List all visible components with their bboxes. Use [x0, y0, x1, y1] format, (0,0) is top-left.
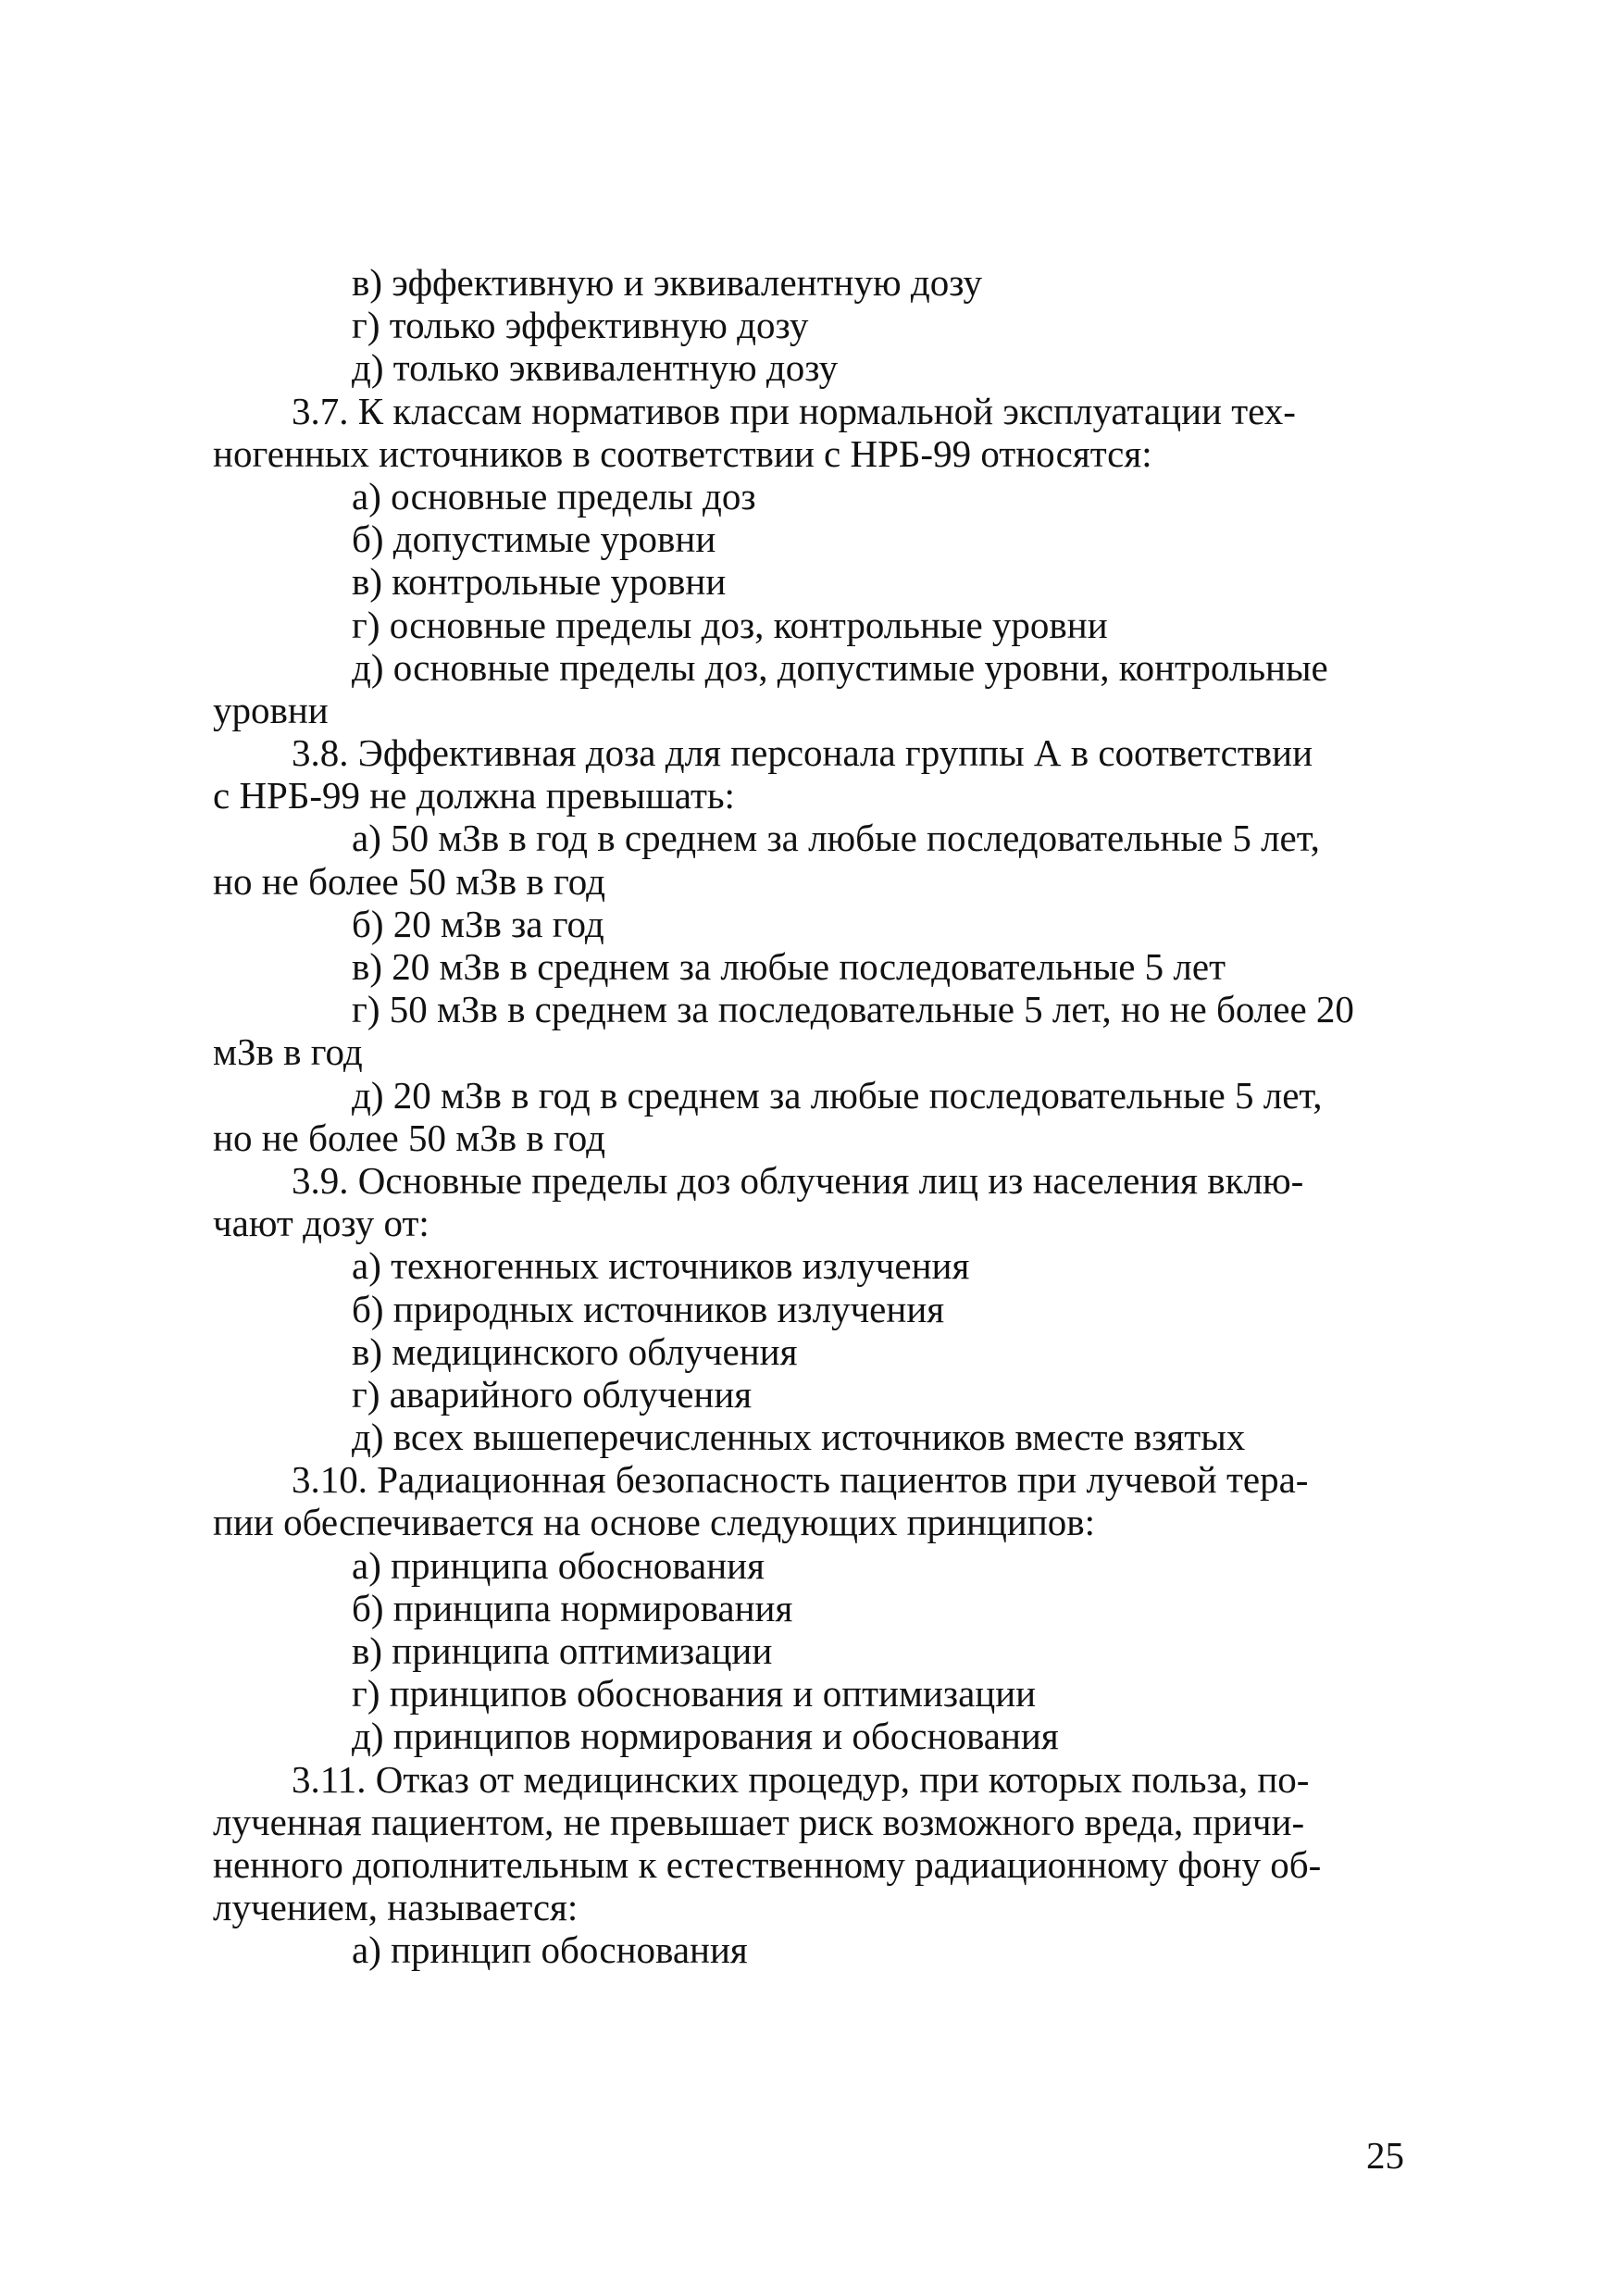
question-3-11-line: лученная пациентом, не превышает риск возможного вреда, причи- [213, 1800, 1305, 1843]
question-3-11-line: лучением, называется: [213, 1886, 579, 1929]
answer-option-continuation: уровни [213, 688, 329, 731]
page-number: 25 [1366, 2134, 1404, 2177]
answer-option: в) контрольные уровни [352, 560, 727, 604]
answer-option-continuation: мЗв в год [213, 1030, 363, 1074]
question-3-9-line: чают дозу от: [213, 1202, 429, 1245]
question-3-8-line: с НРБ-99 не должна превышать: [213, 774, 735, 817]
answer-option: а) техногенных источников излучения [352, 1244, 970, 1288]
question-3-11-line: ненного дополнительным к естественному радиационному фону об- [213, 1842, 1322, 1886]
question-3-8-line: 3.8. Эффективная доза для персонала группы А в соответствии [292, 731, 1313, 775]
answer-option: а) принципа обоснования [352, 1543, 765, 1587]
question-3-7-line: ногенных источников в соответствии с НРБ-99 относятся: [213, 431, 1152, 475]
answer-option: б) принципа нормирования [352, 1586, 793, 1629]
answer-option: д) только эквивалентную дозу [352, 346, 839, 390]
answer-option: д) основные пределы доз, допустимые уровни, контрольные [352, 645, 1328, 689]
answer-option: а) 50 мЗв в год в среднем за любые последовательные 5 лет, [352, 817, 1320, 860]
answer-option: в) эффективную и эквивалентную дозу [352, 261, 983, 304]
question-3-10-line: 3.10. Радиационная безопасность пациентов при лучевой тера- [292, 1458, 1309, 1502]
question-3-11-line: 3.11. Отказ от медицинских процедур, при которых польза, по- [292, 1757, 1310, 1801]
answer-option: а) основные пределы доз [352, 474, 756, 518]
question-3-10-line: пии обеспечивается на основе следующих принципов: [213, 1501, 1096, 1544]
answer-option: д) принципов нормирования и обоснования [352, 1715, 1059, 1758]
answer-option: в) медицинского облучения [352, 1329, 798, 1373]
answer-option-continuation: но не более 50 мЗв в год [213, 1116, 605, 1159]
answer-option: в) принципа оптимизации [352, 1629, 773, 1672]
answer-option: а) принцип обоснования [352, 1928, 748, 1972]
answer-option: г) основные пределы доз, контрольные уровни [352, 603, 1108, 646]
answer-option: б) 20 мЗв за год [352, 902, 604, 945]
answer-option: б) природных источников излучения [352, 1287, 945, 1330]
answer-option: д) 20 мЗв в год в среднем за любые последовательные 5 лет, [352, 1073, 1323, 1117]
answer-option: б) допустимые уровни [352, 518, 716, 561]
question-3-7-line: 3.7. К классам нормативов при нормальной эксплуатации тех- [292, 389, 1296, 432]
answer-option: г) только эффективную дозу [352, 304, 809, 347]
answer-option-continuation: но не более 50 мЗв в год [213, 859, 605, 903]
page-text [213, 261, 1421, 1972]
question-3-9-line: 3.9. Основные пределы доз облучения лиц из населения вклю- [292, 1158, 1304, 1202]
answer-option: д) всех вышеперечисленных источников вместе взятых [352, 1416, 1246, 1459]
answer-option: в) 20 мЗв в среднем за любые последовательные 5 лет [352, 945, 1226, 988]
answer-option: г) принципов обоснования и оптимизации [352, 1672, 1037, 1716]
answer-option: г) 50 мЗв в среднем за последовательные 5 лет, но не более 20 [352, 988, 1354, 1031]
answer-option: г) аварийного облучения [352, 1372, 753, 1416]
